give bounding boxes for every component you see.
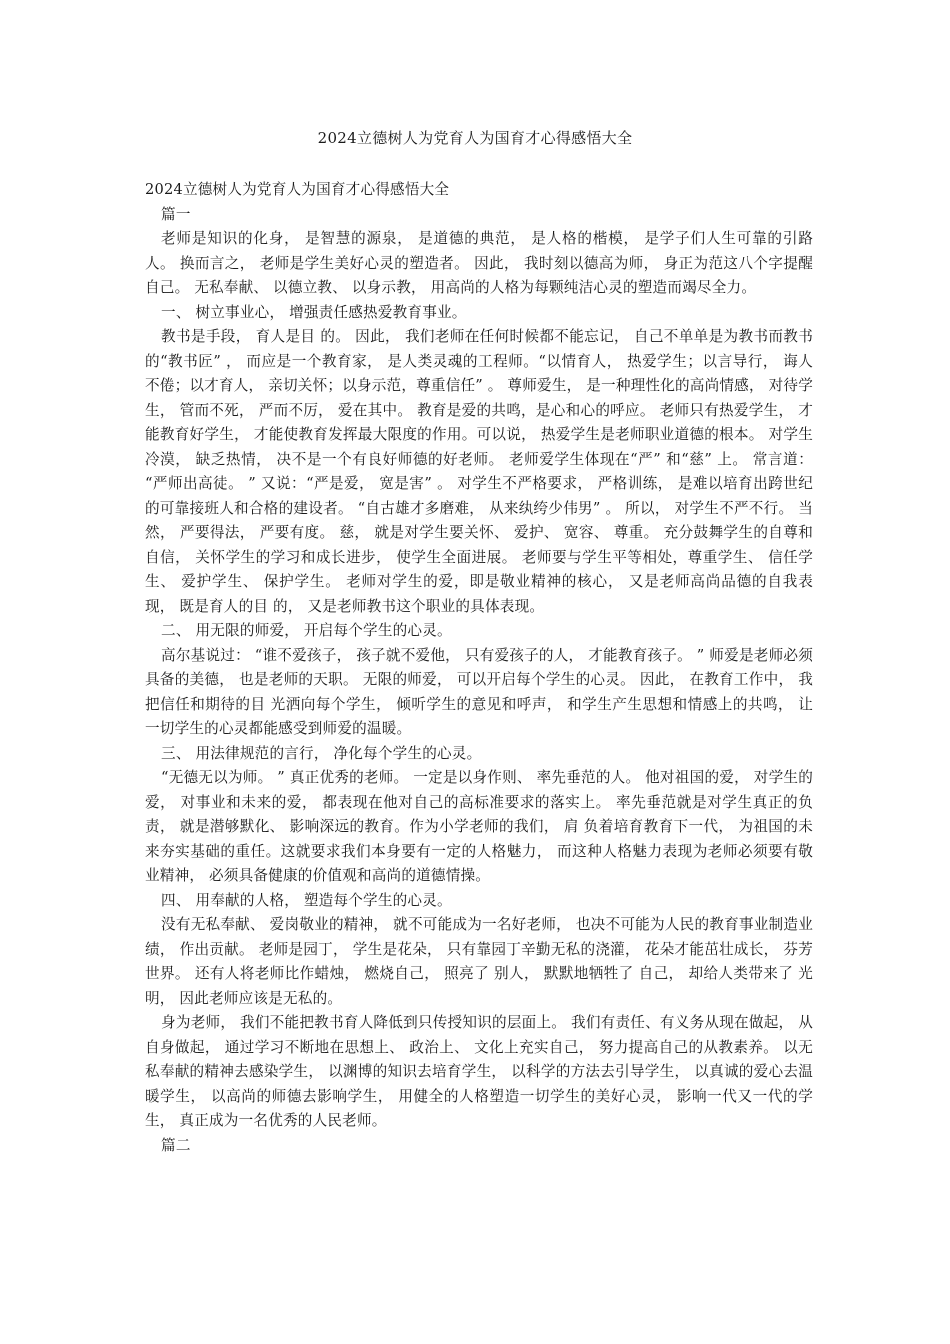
section-heading-3: 三、 用法律规范的言行， 净化每个学生的心灵。	[161, 744, 482, 762]
document-subtitle: 2024立德树人为党育人为国育才心得感悟大全	[145, 181, 450, 198]
paragraph-closing: 身为老师， 我们不能把教书育人降低到只传授知识的层面上。 我们有责任、有义务从现在做起， 从自身做起， 通过学习不断地在思想上、 政治上、 文化上充实自己， 努力提高自己的从教素养。 以无私奉献的精神去感染学生， 以渊博的知识去培育学生， 以科学的方法去引导学生， 以真诚的爱心去温暖学生， 以高尚的师德去影响学生， 用健全的人格塑造一切学生的美好心灵， 影响一代又一代的学生， 真正成为一名优秀的人民老师。	[145, 1014, 813, 1129]
section-heading-1: 一、 树立事业心， 增强责任感热爱教育事业。	[161, 303, 467, 321]
document-body	[145, 178, 813, 1158]
paragraph-section-4: 没有无私奉献、 爱岗敬业的精神， 就不可能成为一名好老师， 也决不可能为人民的教育事业制造业绩， 作出贡献。 老师是园丁， 学生是花朵， 只有靠园丁辛勤无私的浇灌， 花朵才能茁壮成长， 芬芳世界。 还有人将老师比作蜡烛， 燃烧自己， 照亮了 别人， 默默地牺牲了 自己， 却给人类带来了 光明， 因此老师应该是无私的。	[145, 916, 813, 1007]
section-heading-2: 二、 用无限的师爱， 开启每个学生的心灵。	[161, 622, 452, 639]
paragraph-intro: 老师是知识的化身， 是智慧的源泉， 是道德的典范， 是人格的楷模， 是学子们人生可靠的引路人。 换而言之， 老师是学生美好心灵的塑造者。 因此， 我时刻以德高为师， 身正为范这八个字提醒自己。 无私奉献、 以德立教、 以身示教， 用高尚的人格为每颗纯洁心灵的塑造而竭尽全力。	[145, 230, 813, 296]
part-label-1: 篇一	[161, 205, 191, 223]
part-label-2: 篇二	[161, 1136, 191, 1154]
paragraph-section-2: 高尔基说过： “谁不爱孩子， 孩子就不爱他， 只有爱孩子的人， 才能教育孩子。 ” 师爱是老师必须具备的美德， 也是老师的天职。 无限的师爱， 可以开启每个学生的心灵。 因此， 在教育工作中， 我把信任和期待的目 光洒向每个学生， 倾听学生的意见和呼声， 和学生产生思想和情感上的共鸣， 让一切学生的心灵都能感受到师爱的温暖。	[145, 646, 813, 737]
document-title: 2024立德树人为党育人为国育才心得感悟大全	[317, 129, 633, 147]
paragraph-section-3: “无德无以为师。 ” 真正优秀的老师。 一定是以身作则、 率先垂范的人。 他对祖国的爱， 对学生的爱， 对事业和未来的爱， 都表现在他对自己的高标准要求的落实上。 率先垂范就是对学生真正的负责， 就是潜够默化、 影响深远的教育。作为小学老师的我们， 肩 负着培育教育下一代， 为祖国的未来夯实基础的重任。这就要求我们本身要有一定的人格魅力， 而这种人格魅力表现为老师必须要有敬业精神， 必须具备健康的价值观和高尚的道德情操。	[145, 769, 813, 884]
section-heading-4: 四、 用奉献的人格， 塑造每个学生的心灵。	[161, 891, 452, 909]
paragraph-section-1: 教书是手段， 育人是目 的。 因此， 我们老师在任何时候都不能忘记， 自己不单单是为教书而教书的“教书匠” ， 而应是一个教育家， 是人类灵魂的工程师。“以情育人， 热爱学生；以言导行， 诲人不倦；以才育人， 亲切关怀；以身示范，尊重信任” 。 尊师爱生， 是一种理性化的高尚情感， 对待学生， 管而不死， 严而不厉， 爱在其中。 教育是爱的共鸣，是心和心的呼应。 老师只有热爱学生， 才能教育好学生， 才能使教育发挥最大限度的作用。可以说， 热爱学生是老师职业道德的根本。 对学生冷漠， 缺乏热情， 决不是一个有良好师德的好老师。 老师爱学生体现在“严” 和“慈” 上。 常言道： “严师出高徒。 ” 又说：“严是爱， 宽是害” 。 对学生不严格要求， 严格训练， 是难以培育出跨世纪的可靠接班人和合格的建设者。 “自古雄才多磨难， 从来纨绔少伟男” 。 所以， 对学生不严不行。 当然， 严要得法， 严要有度。 慈， 就是对学生要关怀、 爱护、 宽容、 尊重。 充分鼓舞学生的自尊和自信， 关怀学生的学习和成长进步， 使学生全面进展。 老师要与学生平等相处，尊重学生、 信任学生、 爱护学生、 保护学生。 老师对学生的爱，即是敬业精神的核心， 又是老师高尚品德的自我表现， 既是育人的目 的， 又是老师教书这个职业的具体表现。	[145, 328, 813, 615]
